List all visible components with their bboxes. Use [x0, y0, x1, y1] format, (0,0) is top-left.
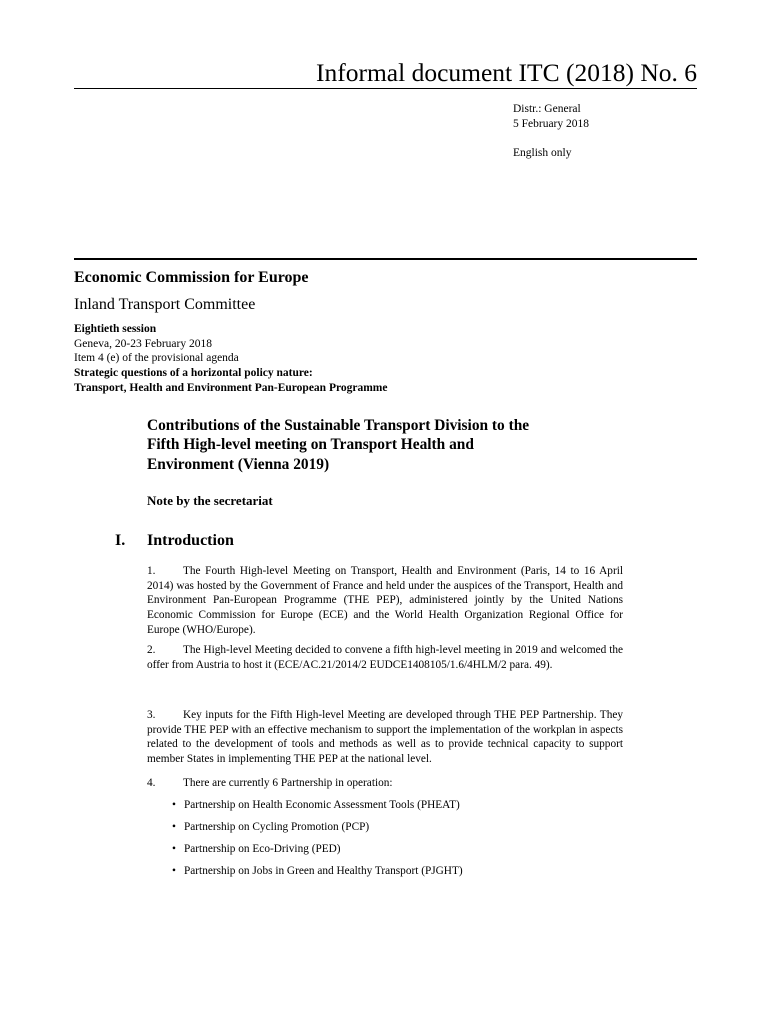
document-title-line: Fifth High-level meeting on Transport Health and [147, 436, 474, 454]
language-note: English only [513, 147, 572, 159]
paragraph [147, 708, 623, 767]
header-rule [74, 88, 697, 89]
paragraph-number: 1. [147, 565, 156, 577]
section-rule [74, 258, 697, 260]
secretariat-note: Note by the secretariat [147, 493, 273, 508]
bullet-icon: • [172, 865, 176, 877]
paragraph-text: Key inputs for the Fifth High-level Meeting are developed through THE PEP Partnership. They provide THE PEP with an effective mechanism to support the implementation of the workplan in aspects related to the development of tools and methods as well as to provide technical capacity to support member States in implementing THE PEP at the national level. [147, 709, 623, 766]
bullet-icon: • [172, 799, 176, 811]
bullet-icon: • [172, 843, 176, 855]
list-item [172, 864, 632, 879]
paragraph-number: 2. [147, 644, 156, 656]
list-item-text: Partnership on Health Economic Assessment Tools (PHEAT) [184, 799, 460, 811]
paragraph-text: The High-level Meeting decided to convene a fifth high-level meeting in 2019 and welcomed the offer from Austria to host it (ECE/AC.21/2014/2 EUDCE1408105/1.6/4HLM/2 para. 49). [147, 644, 623, 671]
agenda-strategic: Strategic questions of a horizontal policy nature: [74, 367, 313, 380]
list-item-text: Partnership on Jobs in Green and Healthy Transport (PJGHT) [184, 865, 463, 877]
document-title-line: Environment (Vienna 2019) [147, 455, 330, 473]
chapter-title: Introduction [147, 532, 234, 549]
session-place-date: Geneva, 20-23 February 2018 [74, 337, 212, 350]
paragraph-text: The Fourth High-level Meeting on Transport, Health and Environment (Paris, 14 to 16 April 2014) was hosted by the Government of France and held under the auspices of the Transport, Health and Environment Pan-European Programme (THE PEP), administered jointly by the United Nations Economic Commission for Europe (ECE) and the World Health Organization Regional Office for Europe (WHO/Europe). [147, 565, 623, 636]
paragraph [147, 643, 623, 672]
agenda-item: Item 4 (e) of the provisional agenda [74, 352, 239, 365]
paragraph-number: 3. [147, 709, 156, 721]
chapter-number: I. [115, 532, 126, 549]
list-item-text: Partnership on Eco-Driving (PED) [184, 843, 341, 855]
paragraph-text: There are currently 6 Partnership in operation: [183, 777, 393, 789]
distribution-status: Distr.: General [513, 103, 581, 115]
committee-name: Inland Transport Committee [74, 296, 256, 313]
agenda-programme: Transport, Health and Environment Pan-European Programme [74, 381, 388, 394]
document-title [147, 416, 627, 474]
session-info [74, 322, 634, 396]
paragraph [147, 564, 623, 638]
bullet-icon: • [172, 821, 176, 833]
list-item-text: Partnership on Cycling Promotion (PCP) [184, 821, 370, 833]
list-item [172, 798, 632, 813]
paragraph [147, 776, 623, 791]
document-title-line: Contributions of the Sustainable Transport Division to the [147, 417, 530, 434]
list-item [172, 842, 632, 857]
document-symbol: Informal document ITC (2018) No. 6 [316, 58, 697, 87]
paragraph-number: 4. [147, 777, 156, 789]
session-name: Eightieth session [74, 323, 157, 335]
list-item [172, 820, 632, 835]
document-date: 5 February 2018 [513, 118, 590, 130]
commission-name: Economic Commission for Europe [74, 269, 309, 286]
distribution-block [513, 102, 589, 161]
